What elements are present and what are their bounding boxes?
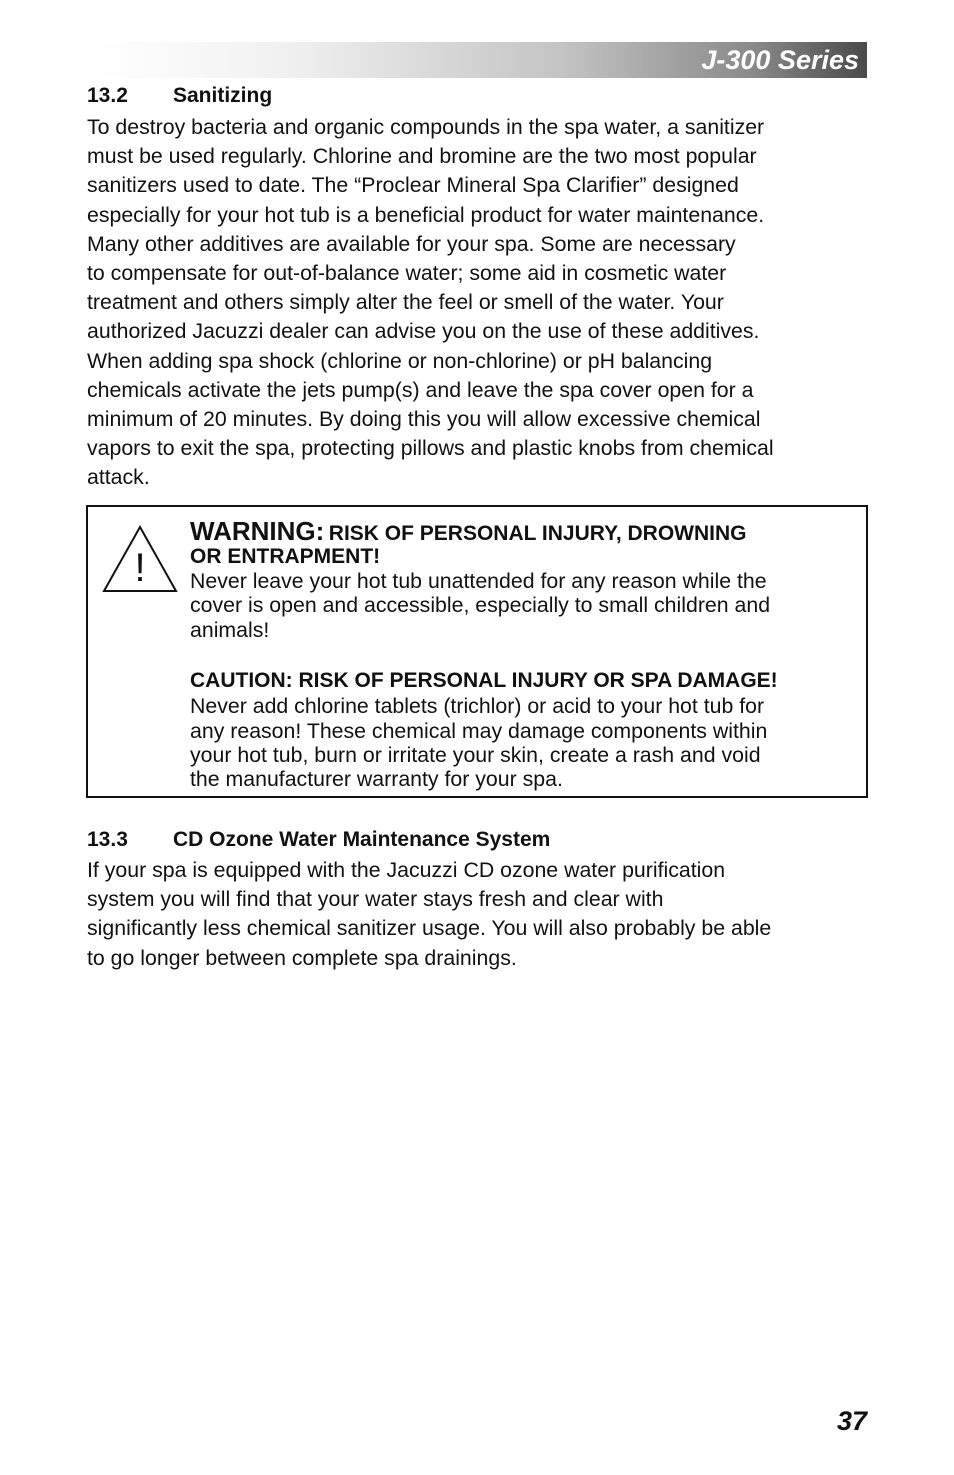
paragraph-line: minimum of 20 minutes. By doing this you will allow excessive chemical (87, 407, 761, 432)
caution-text-line: the manufacturer warranty for your spa. (190, 767, 563, 792)
warning-content (190, 517, 860, 792)
warning-text-line: cover is open and accessible, especially to small children and (190, 593, 771, 618)
warning-box (86, 505, 868, 798)
warning-text-line: animals! (190, 617, 270, 642)
caution-text-line: any reason! These chemical may damage components within (190, 718, 768, 743)
page-number: 37 (836, 1406, 867, 1436)
paragraph-line: If your spa is equipped with the Jacuzzi CD ozone water purification (87, 858, 726, 882)
caution-text-line: your hot tub, burn or irritate your skin, create a rash and void (190, 743, 761, 768)
section-number: 13.2 (87, 84, 128, 107)
warning-label: WARNING: (190, 516, 325, 546)
cd-ozone-paragraph (87, 856, 771, 973)
paragraph-line: to go longer between complete spa drainings. (87, 945, 517, 970)
paragraph-line: treatment and others simply alter the feel or smell of the water. Your (87, 290, 724, 315)
sanitizing-paragraph (87, 113, 774, 493)
paragraph-line: vapors to exit the spa, protecting pillows and plastic knobs from chemical (87, 436, 774, 461)
section-heading-sanitizing (87, 84, 272, 108)
section-heading-cd-ozone (87, 828, 550, 852)
paragraph-line: authorized Jacuzzi dealer can advise you on the use of these additives. (87, 319, 760, 344)
series-title: J-300 Series (701, 45, 859, 75)
caution-title: CAUTION: RISK OF PERSONAL INJURY OR SPA DAMAGE! (190, 669, 778, 693)
warning-title-row (190, 517, 860, 545)
paragraph-line: attack. (87, 465, 150, 490)
section-number: 13.3 (87, 828, 128, 851)
paragraph-line: especially for your hot tub is a beneficial product for water maintenance. (87, 202, 765, 227)
warning-triangle-icon (100, 523, 180, 595)
paragraph-line: must be used regularly. Chlorine and bromine are the two most popular (87, 144, 757, 169)
paragraph-line: sanitizers used to date. The “Proclear Mineral Spa Clarifier” designed (87, 173, 739, 198)
warning-risk-line: RISK OF PERSONAL INJURY, DROWNING (328, 522, 747, 545)
section-title: Sanitizing (173, 84, 273, 107)
warning-risk-line-2: OR ENTRAPMENT! (190, 545, 381, 568)
paragraph-line: to compensate for out-of-balance water; some aid in cosmetic water (87, 261, 727, 286)
paragraph-line: To destroy bacteria and organic compounds in the spa water, a sanitizer (87, 115, 765, 139)
header-bar (98, 42, 867, 78)
caution-text (190, 694, 860, 792)
warning-text-line: Never leave your hot tub unattended for any reason while the (190, 569, 767, 593)
caution-text-line: Never add chlorine tablets (trichlor) or acid to your hot tub for (190, 694, 765, 719)
section-title: CD Ozone Water Maintenance System (173, 828, 551, 851)
paragraph-line: system you will find that your water stays fresh and clear with (87, 887, 664, 912)
paragraph-line: chemicals activate the jets pump(s) and leave the spa cover open for a (87, 377, 754, 402)
warning-glyph: ! (134, 546, 146, 590)
warning-text (190, 569, 860, 642)
paragraph-line: Many other additives are available for your spa. Some are necessary (87, 231, 736, 256)
paragraph-line: When adding spa shock (chlorine or non-chlorine) or pH balancing (87, 348, 713, 373)
paragraph-line: significantly less chemical sanitizer usage. You will also probably be able (87, 916, 772, 941)
